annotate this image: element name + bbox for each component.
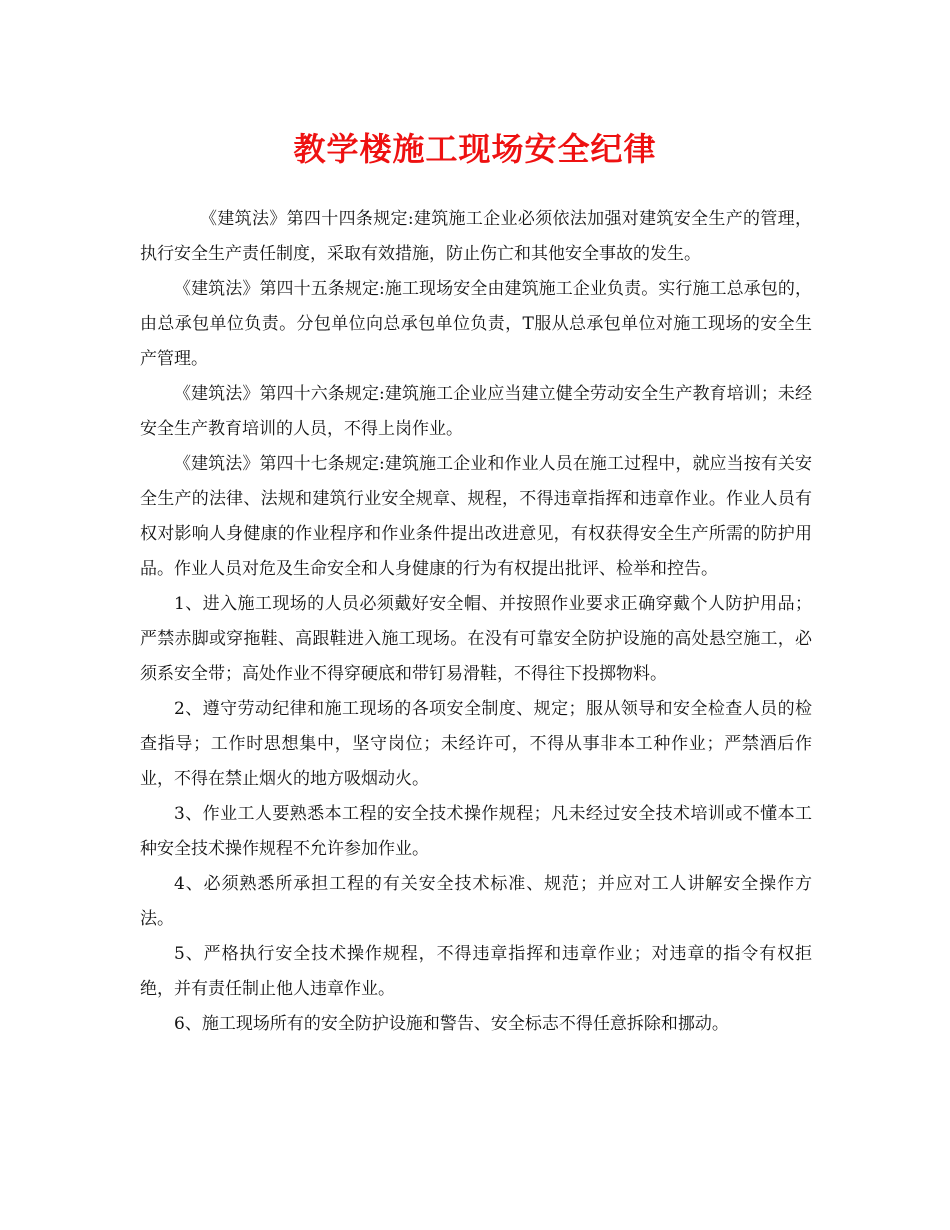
paragraph-rule-3: 3、作业工人要熟悉本工程的安全技术操作规程；凡未经过安全技术培训或不懂本工种安全技术操作规程不允许参加作业。 bbox=[140, 804, 812, 859]
paragraph-article-47: 《建筑法》第四十七条规定:建筑施工企业和作业人员在施工过程中，就应当按有关安全生产的法律、法规和建筑行业安全规章、规程，不得违章指挥和违章作业。作业人员有权对影响人身健康的作业程序和作业条件提出改进意见，有权获得安全生产所需的防护用品。作业人员对危及生命安全和人身健康的行为有权提出批评、检举和控告。 bbox=[140, 454, 812, 579]
paragraph-article-45: 《建筑法》第四十五条规定:施工现场安全由建筑施工企业负责。实行施工总承包的，由总承包单位负责。分包单位向总承包单位负责，T服从总承包单位对施工现场的安全生产管理。 bbox=[140, 279, 812, 369]
page-title: 教学楼施工现场安全纪律 bbox=[293, 130, 657, 168]
paragraph-rule-6: 6、施工现场所有的安全防护设施和警告、安全标志不得任意拆除和挪动。 bbox=[174, 1014, 729, 1034]
document-body bbox=[140, 202, 812, 1042]
paragraph-article-46: 《建筑法》第四十六条规定:建筑施工企业应当建立健全劳动安全生产教育培训；未经安全生产教育培训的人员，不得上岗作业。 bbox=[140, 384, 812, 439]
paragraph-rule-2: 2、遵守劳动纪律和施工现场的各项安全制度、规定；服从领导和安全检查人员的检查指导；工作时思想集中，坚守岗位；未经许可，不得从事非本工种作业；严禁酒后作业，不得在禁止烟火的地方吸烟动火。 bbox=[140, 699, 812, 789]
paragraph-rule-5: 5、严格执行安全技术操作规程，不得违章指挥和违章作业；对违章的指令有权拒绝，并有责任制止他人违章作业。 bbox=[140, 944, 812, 999]
paragraph-rule-1: 1、进入施工现场的人员必须戴好安全帽、并按照作业要求正确穿戴个人防护用品；严禁赤脚或穿拖鞋、高跟鞋进入施工现场。在没有可靠安全防护设施的高处悬空施工，必须系安全带；高处作业不得穿硬底和带钉易滑鞋，不得往下投掷物料。 bbox=[140, 594, 812, 684]
paragraph-rule-4: 4、必须熟悉所承担工程的有关安全技术标准、规范；并应对工人讲解安全操作方法。 bbox=[140, 874, 812, 929]
paragraph-article-44: 《建筑法》第四十四条规定:建筑施工企业必须依法加强对建筑安全生产的管理，执行安全生产责任制度，采取有效措施，防止伤亡和其他安全事故的发生。 bbox=[140, 209, 812, 264]
